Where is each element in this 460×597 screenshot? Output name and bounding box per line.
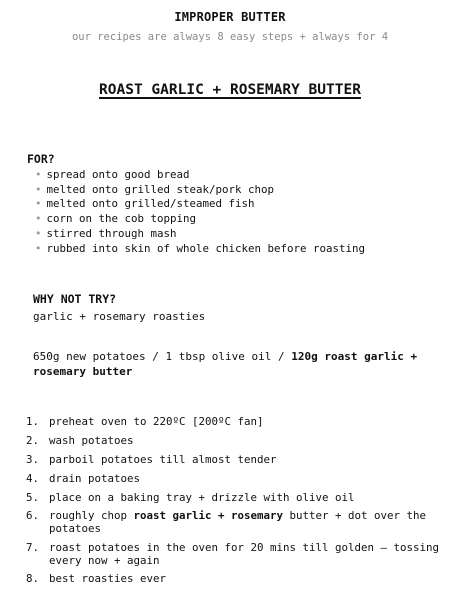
- ingredients-bold: 120g roast garlic + rosemary butter: [33, 350, 418, 378]
- step-number: 7.: [26, 540, 40, 554]
- list-item: [35, 242, 365, 257]
- step-text: wash potatoes: [49, 433, 134, 447]
- step-item: [26, 510, 446, 535]
- ingredients-plain: 650g new potatoes / 1 tbsp olive oil /: [33, 350, 292, 363]
- step-text: roast potatoes in the oven for 20 mins till golden – tossing every now + again: [49, 540, 440, 567]
- step-text: drain potatoes: [49, 471, 141, 485]
- for-heading: FOR?: [27, 152, 55, 166]
- list-item: [35, 183, 365, 198]
- bullet-icon: •: [35, 241, 42, 255]
- step-text: best roasties ever: [49, 572, 167, 586]
- step-item: [26, 435, 446, 448]
- recipe-title: ROAST GARLIC + ROSEMARY BUTTER: [99, 82, 361, 98]
- bullet-icon: •: [35, 226, 42, 240]
- bullet-icon: •: [35, 182, 42, 196]
- try-dish: garlic + rosemary roasties: [33, 310, 206, 323]
- list-item: [35, 227, 365, 242]
- ingredients-line: [33, 349, 428, 379]
- step-text: parboil potatoes till almost tender: [49, 452, 277, 466]
- uses-list: [35, 168, 365, 256]
- step-item: [26, 416, 446, 429]
- list-item: [35, 168, 365, 183]
- method-steps: [26, 416, 446, 592]
- step-text-bold: roast garlic + rosemary: [133, 509, 284, 523]
- use-text: corn on the cob topping: [46, 212, 197, 226]
- use-text: melted onto grilled steak/pork chop: [46, 182, 275, 196]
- step-number: 8.: [26, 572, 40, 586]
- step-item: [26, 542, 446, 567]
- step-text-before: roughly chop: [49, 509, 134, 523]
- step-item: [26, 473, 446, 486]
- step-item: [26, 573, 446, 586]
- list-item: [35, 212, 365, 227]
- bullet-icon: •: [35, 168, 42, 181]
- step-number: 6.: [26, 509, 40, 523]
- bullet-icon: •: [35, 212, 42, 226]
- step-number: 5.: [26, 490, 40, 504]
- step-text-after: butter + dot over the potatoes: [49, 509, 427, 536]
- use-text: stirred through mash: [46, 226, 177, 240]
- use-text: rubbed into skin of whole chicken before roasting: [46, 241, 366, 255]
- step-number: 2.: [26, 433, 40, 447]
- bullet-icon: •: [35, 197, 42, 211]
- step-text: place on a baking tray + drizzle with olive oil: [49, 490, 355, 504]
- step-text: preheat oven to 220ºC [200ºC fan]: [49, 415, 264, 428]
- step-number: 1.: [26, 415, 40, 428]
- list-item: [35, 197, 365, 212]
- use-text: spread onto good bread: [46, 168, 190, 181]
- use-text: melted onto grilled/steamed fish: [46, 197, 255, 211]
- step-number: 4.: [26, 471, 40, 485]
- step-text: [49, 510, 446, 535]
- recipe-title-wrap: [0, 79, 460, 98]
- step-number: 3.: [26, 452, 40, 466]
- tagline: our recipes are always 8 easy steps + always for 4: [71, 31, 389, 43]
- step-item: [26, 454, 446, 467]
- brand-name: IMPROPER BUTTER: [174, 10, 286, 24]
- try-heading: WHY NOT TRY?: [33, 292, 117, 306]
- step-item: [26, 492, 446, 505]
